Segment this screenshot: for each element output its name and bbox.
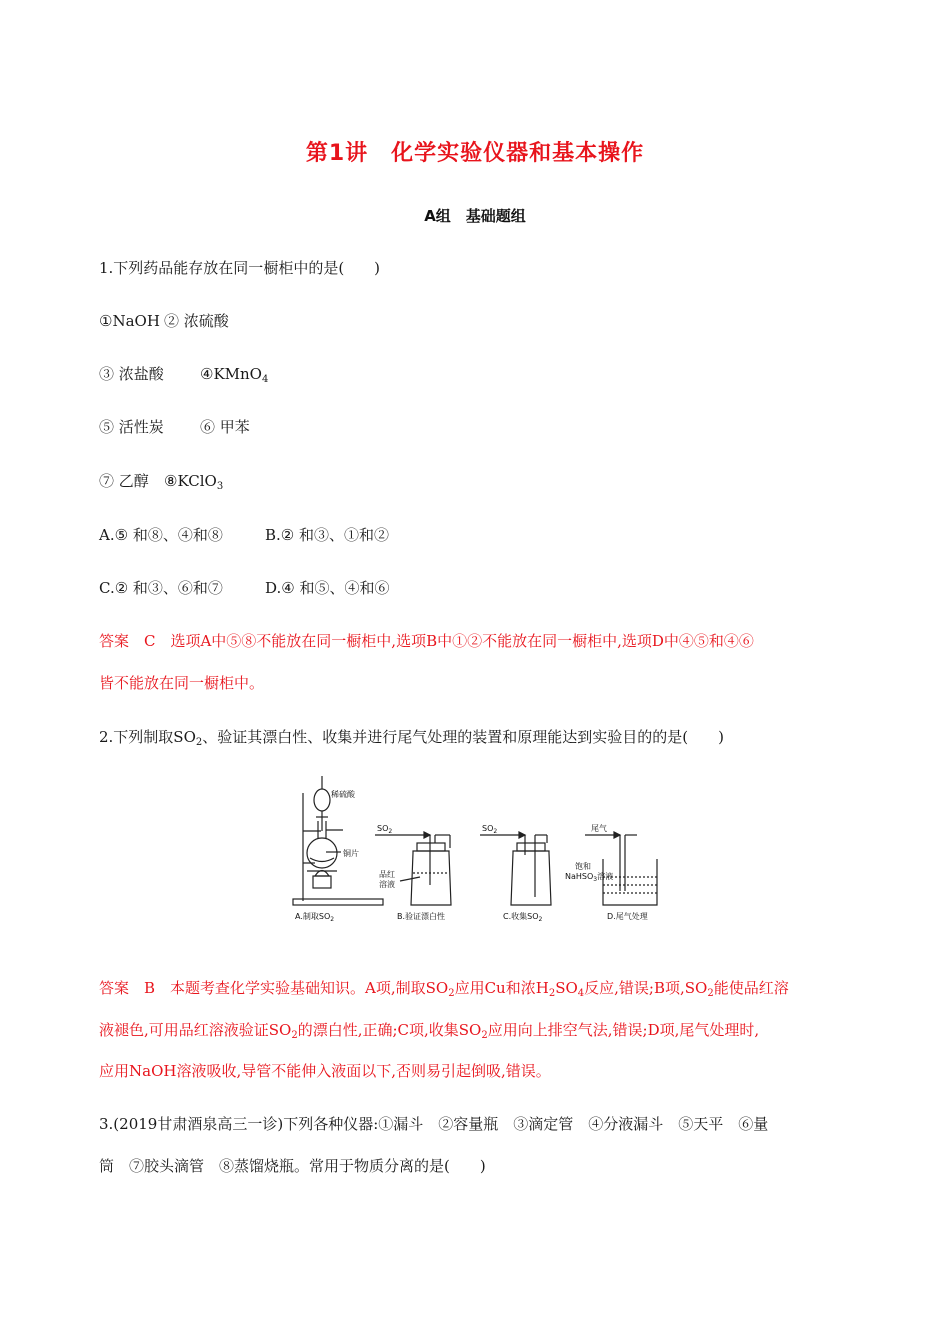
label-dilute-sulfuric-acid: 稀硫酸 bbox=[331, 790, 355, 799]
label-gas-c: $SO_2$ bbox=[482, 824, 498, 835]
q2-answer-line-2: 液褪色,可用品红溶液验证$SO_2$的漂白性,正确;C项,收集$SO_2$应用向上排空气法,错误;D项,尾气处理时, bbox=[99, 1021, 760, 1041]
label-gas-b: $SO_2$ bbox=[377, 824, 393, 835]
stand-base bbox=[293, 899, 383, 905]
section-heading: A组 基础题组 bbox=[424, 207, 526, 225]
q1-item: ⑥ 甲苯 bbox=[200, 418, 250, 436]
label-nahso3: NaHSO$_3$溶液 bbox=[565, 872, 614, 883]
question-3-line-1: 3.(2019甘肃酒泉高三一诊)下列各种仪器:①漏斗 ②容量瓶 ③滴定管 ④分液漏斗 ⑤天平 ⑥量 bbox=[99, 1115, 769, 1133]
question-2-stem: 2.下列制取$SO_2$、验证其漂白性、收集并进行尾气处理的装置和原理能达到实验目的的是( ) bbox=[99, 728, 724, 748]
q2-answer-line-3: 应用NaOH溶液吸收,导管不能伸入液面以下,否则易引起倒吸,错误。 bbox=[99, 1062, 551, 1080]
q1-item: ⑦ 乙醇 bbox=[99, 472, 149, 490]
label-magenta-2: 溶液 bbox=[379, 880, 395, 889]
caption-d: D.尾气处理 bbox=[607, 912, 648, 921]
q1-item: ①NaOH bbox=[99, 312, 160, 330]
q1-item: ⑧KClO$_3$ bbox=[164, 472, 224, 492]
q1-option: B.② 和③、①和② bbox=[265, 526, 390, 544]
q1-item-row-1 bbox=[99, 311, 229, 331]
apparatus-diagram bbox=[285, 773, 665, 933]
q1-option: D.④ 和⑤、④和⑥ bbox=[265, 579, 390, 597]
label-saturated: 饱和 bbox=[575, 862, 591, 871]
page-title: 第1讲 化学实验仪器和基本操作 bbox=[305, 141, 645, 166]
q1-option: A.⑤ 和⑧、④和⑧ bbox=[99, 526, 223, 544]
caption-b: B.验证漂白性 bbox=[397, 912, 446, 921]
q1-options-row-1 bbox=[99, 525, 390, 545]
q1-item: ⑤ 活性炭 bbox=[99, 418, 164, 436]
q2-answer-line-1: 答案 B 本题考查化学实验基础知识。A项,制取$SO_2$应用Cu和浓$H_2SO_4$反应,错误;B项$,SO_2$能使品红溶 bbox=[99, 979, 789, 999]
q1-item: ④KMnO$_4$ bbox=[200, 365, 269, 385]
label-tail-gas: 尾气 bbox=[591, 824, 607, 833]
label-copper: 铜片 bbox=[343, 849, 359, 858]
question-1-stem: 1.下列药品能存放在同一橱柜中的是( ) bbox=[99, 259, 381, 277]
q1-item: ③ 浓盐酸 bbox=[99, 365, 164, 383]
q1-item-row-4 bbox=[99, 471, 224, 492]
caption-a: A.制取$SO_2$ bbox=[295, 912, 335, 923]
beaker bbox=[603, 859, 657, 905]
q1-item: ② 浓硫酸 bbox=[164, 312, 229, 330]
caption-c: C.收集$SO_2$ bbox=[503, 912, 543, 923]
q1-item-row-3 bbox=[99, 417, 250, 437]
collection-bottle bbox=[511, 851, 551, 905]
label-magenta-1: 品红 bbox=[379, 870, 395, 879]
q1-answer-line-2: 皆不能放在同一橱柜中。 bbox=[99, 674, 265, 692]
q1-options-row-2 bbox=[99, 578, 390, 598]
q1-answer-line-1: 答案 C 选项A中⑤⑧不能放在同一橱柜中,选项B中①②不能放在同一橱柜中,选项D中④⑤和④⑥ bbox=[99, 632, 754, 650]
round-flask bbox=[307, 838, 337, 868]
question-3-line-2: 筒 ⑦胶头滴管 ⑧蒸馏烧瓶。常用于物质分离的是( ) bbox=[99, 1157, 486, 1175]
q1-option: C.② 和③、⑥和⑦ bbox=[99, 579, 223, 597]
apparatus-figure bbox=[285, 773, 665, 933]
separatory-funnel bbox=[314, 789, 330, 811]
q1-item-row-2 bbox=[99, 364, 269, 385]
